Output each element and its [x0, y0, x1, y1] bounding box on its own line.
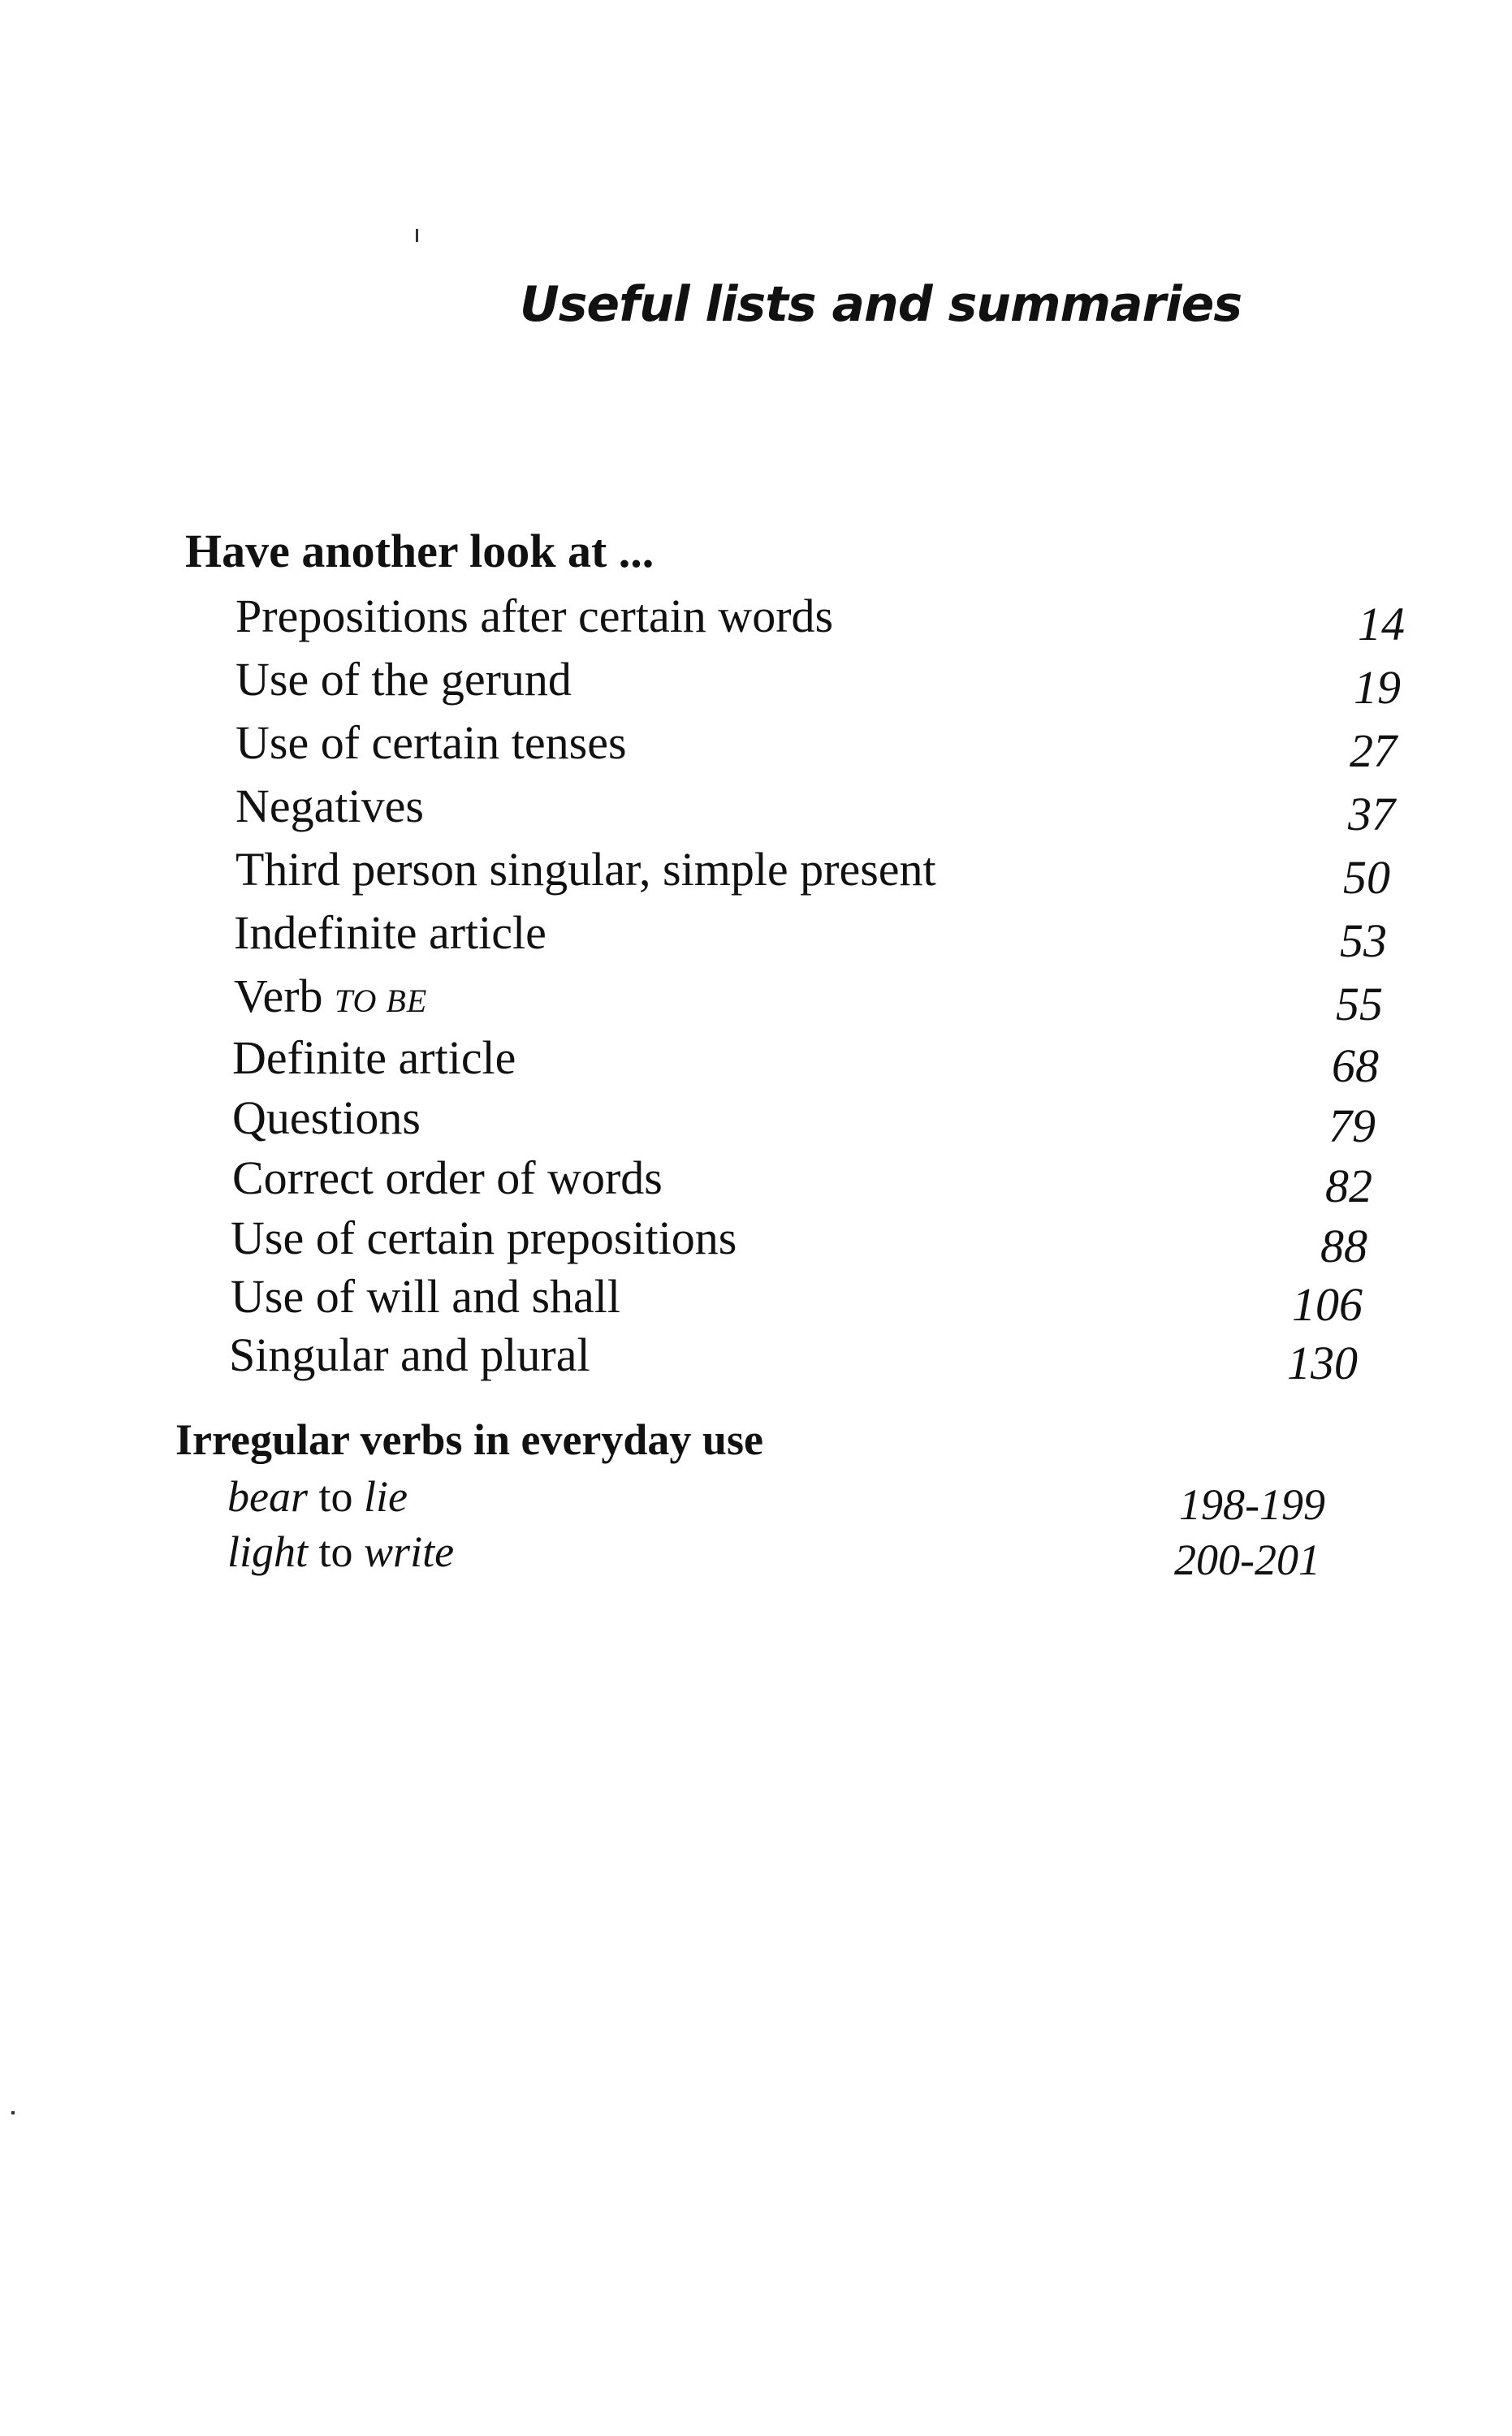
toc-entry-page[interactable]: 37	[1348, 788, 1395, 840]
toc-entry-page[interactable]: 55	[1336, 978, 1383, 1030]
irregular-verbs-range[interactable]	[227, 1527, 455, 1576]
verb-from: light	[227, 1527, 309, 1576]
irregular-verbs-range[interactable]	[227, 1472, 408, 1521]
verb-to: write	[364, 1527, 455, 1576]
toc-entry-page[interactable]: 19	[1354, 661, 1401, 714]
toc-entry-page[interactable]: 27	[1350, 724, 1397, 777]
toc-entry-page[interactable]: 53	[1340, 914, 1387, 967]
toc-entry-label: Verb	[234, 970, 335, 1022]
toc-entry-label[interactable]: Singular and plural	[229, 1328, 590, 1381]
toc-entry-page[interactable]: 68	[1332, 1039, 1379, 1092]
toc-entry-page[interactable]: 198-199	[1179, 1480, 1325, 1529]
page-title: Useful lists and summaries	[520, 276, 1242, 333]
verb-to: lie	[364, 1472, 408, 1521]
toc-entry-label[interactable]: Use of certain prepositions	[231, 1212, 737, 1264]
verb-from: bear	[227, 1472, 308, 1521]
toc-entry-page[interactable]: 82	[1325, 1160, 1372, 1212]
toc-entry-label[interactable]: Use of will and shall	[231, 1270, 621, 1323]
toc-entry-page[interactable]: 79	[1328, 1099, 1376, 1152]
toc-entry-page[interactable]: 106	[1292, 1278, 1363, 1331]
toc-entry-label[interactable]: Third person singular, simple present	[235, 843, 936, 896]
toc-entry-page[interactable]: 130	[1287, 1337, 1358, 1389]
toc-entry-page[interactable]: 50	[1343, 851, 1390, 904]
section-heading-have-another-look: Have another look at ...	[185, 525, 654, 577]
toc-entry-label[interactable]: Prepositions after certain words	[235, 590, 834, 642]
toc-entry-page[interactable]: 200-201	[1174, 1535, 1320, 1584]
toc-entry-label[interactable]: Use of certain tenses	[235, 716, 627, 769]
toc-entry-label[interactable]: Correct order of words	[232, 1151, 663, 1204]
scan-speck	[11, 2111, 15, 2114]
toc-entry-label[interactable]: Negatives	[235, 780, 424, 832]
verb-connector: to	[308, 1527, 365, 1576]
toc-entry-label[interactable]: Definite article	[232, 1031, 516, 1084]
toc-entry-label-caps: TO BE	[335, 983, 428, 1019]
verb-connector: to	[307, 1472, 364, 1521]
toc-entry-page[interactable]: 14	[1358, 598, 1405, 650]
toc-entry-verb-to-be[interactable]	[234, 970, 428, 1022]
toc-entry-label[interactable]: Questions	[232, 1091, 421, 1144]
scan-speck	[416, 229, 418, 242]
toc-entry-label[interactable]: Indefinite article	[234, 906, 546, 959]
toc-entry-page[interactable]: 88	[1320, 1220, 1367, 1272]
toc-entry-label[interactable]: Use of the gerund	[235, 653, 572, 706]
section-heading-irregular-verbs: Irregular verbs in everyday use	[175, 1415, 763, 1464]
